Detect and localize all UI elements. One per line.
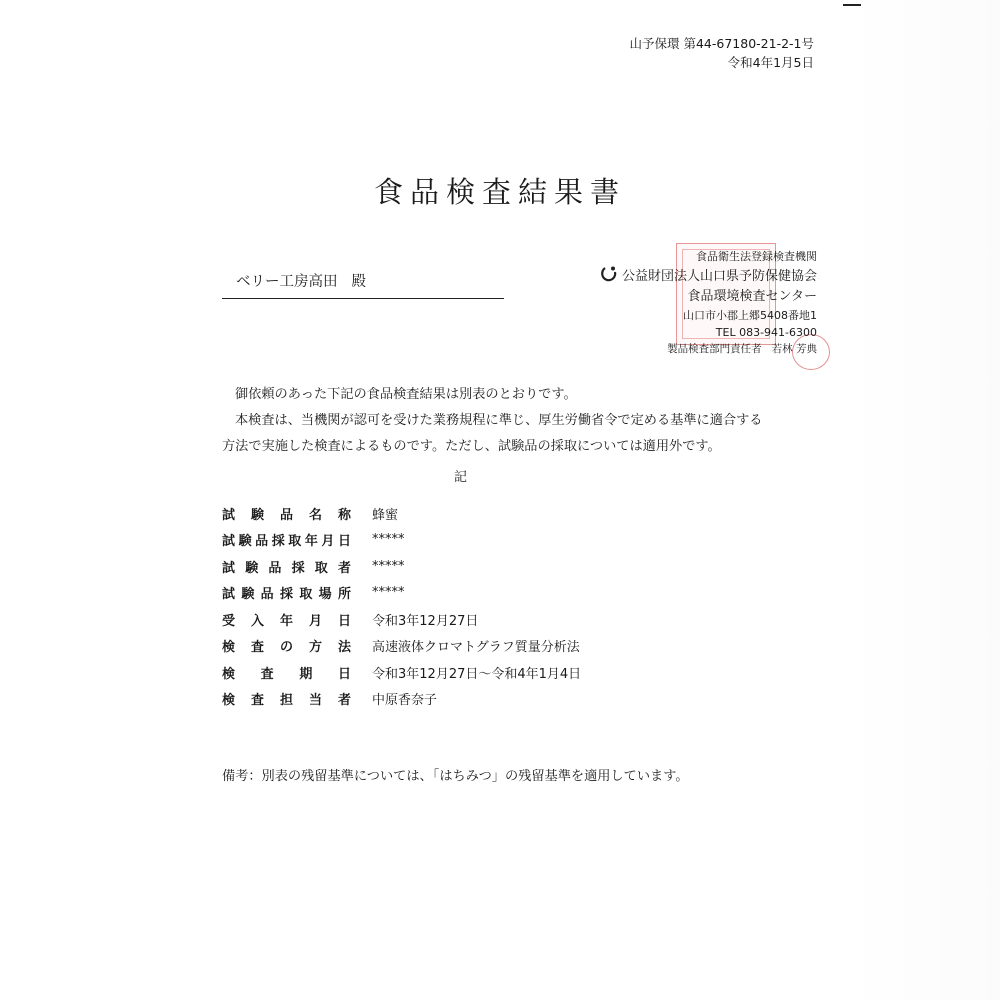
- body-line-1: 御依頼のあった下記の食品検査結果は別表のとおりです。: [235, 387, 577, 402]
- body-line-2: 本検査は、当機関が認可を受けた業務規程に準じ、厚生労働省令で定める基準に適合する: [235, 413, 763, 428]
- issue-date: 令和4年1月5日: [727, 55, 814, 70]
- detail-row: [222, 633, 581, 660]
- document-number-block: [630, 34, 815, 72]
- detail-row: [222, 580, 581, 607]
- detail-row: [222, 606, 581, 633]
- detail-value: *****: [372, 532, 405, 548]
- issuer-organization: 公益財団法人山口県予防保健協会: [621, 269, 817, 284]
- detail-label: 試 験 品 採 取 者: [222, 560, 351, 576]
- detail-value: *****: [372, 585, 405, 601]
- manager-name: 若林 芳典: [771, 343, 817, 355]
- issuer-tel: TEL 083-941-6300: [715, 326, 817, 339]
- scan-corner-mark: [843, 4, 861, 6]
- detail-value: 令和3年12月27日: [372, 613, 479, 629]
- detail-row: [222, 659, 581, 686]
- detail-label: 検 査 の 方 法: [222, 640, 351, 656]
- detail-label: 受 入 年 月 日: [222, 613, 351, 629]
- detail-label: 検 査 期 日: [222, 666, 351, 682]
- detail-list: [222, 500, 581, 712]
- detail-label: 試 験 品 採 取 年 月 日: [222, 534, 351, 550]
- body-line-3: 方法で実施した検査によるものです。ただし、試験品の採取については適用外です。: [222, 439, 721, 454]
- detail-row: [222, 553, 581, 580]
- detail-value: 令和3年12月27日～令和4年1月4日: [372, 666, 582, 682]
- body-text: [222, 382, 763, 460]
- detail-value: 中原香奈子: [372, 693, 438, 709]
- addressee-suffix: 殿: [351, 274, 366, 290]
- detail-row: [222, 527, 581, 554]
- detail-value: 蜂蜜: [372, 507, 399, 523]
- detail-value: *****: [372, 558, 405, 574]
- scan-edge-shading: [845, 0, 1000, 1000]
- detail-value: 高速液体クロマトグラフ質量分析法: [372, 640, 580, 656]
- issuer-manager: [557, 341, 817, 358]
- addressee-name: ベリー工房高田: [236, 274, 338, 290]
- organization-logo-icon: [599, 265, 619, 283]
- detail-label: 試 験 品 名 称: [222, 507, 351, 523]
- addressee: [222, 270, 504, 299]
- detail-row: [222, 500, 581, 527]
- detail-label: 試 験 品 採 取 場 所: [222, 587, 351, 603]
- issuer-registration: 食品衛生法登録検査機関: [696, 250, 817, 263]
- page-title: 食品検査結果書: [373, 175, 626, 209]
- manager-title: 製品検査部門責任者: [667, 343, 762, 355]
- issuer-address: 山口市小郡上郷5408番地1: [683, 309, 817, 322]
- issuer-block: [557, 248, 817, 358]
- remarks-note: 備考：別表の残留基準については、「はちみつ」の残留基準を適用しています。: [222, 769, 689, 784]
- ki-heading: 記: [454, 470, 468, 485]
- detail-label: 検 査 担 当 者: [222, 693, 351, 709]
- detail-row: [222, 686, 581, 713]
- issuer-center: 食品環境検査センター: [687, 289, 817, 304]
- document-number: 山予保環 第44-67180-21-2-1号: [629, 36, 814, 51]
